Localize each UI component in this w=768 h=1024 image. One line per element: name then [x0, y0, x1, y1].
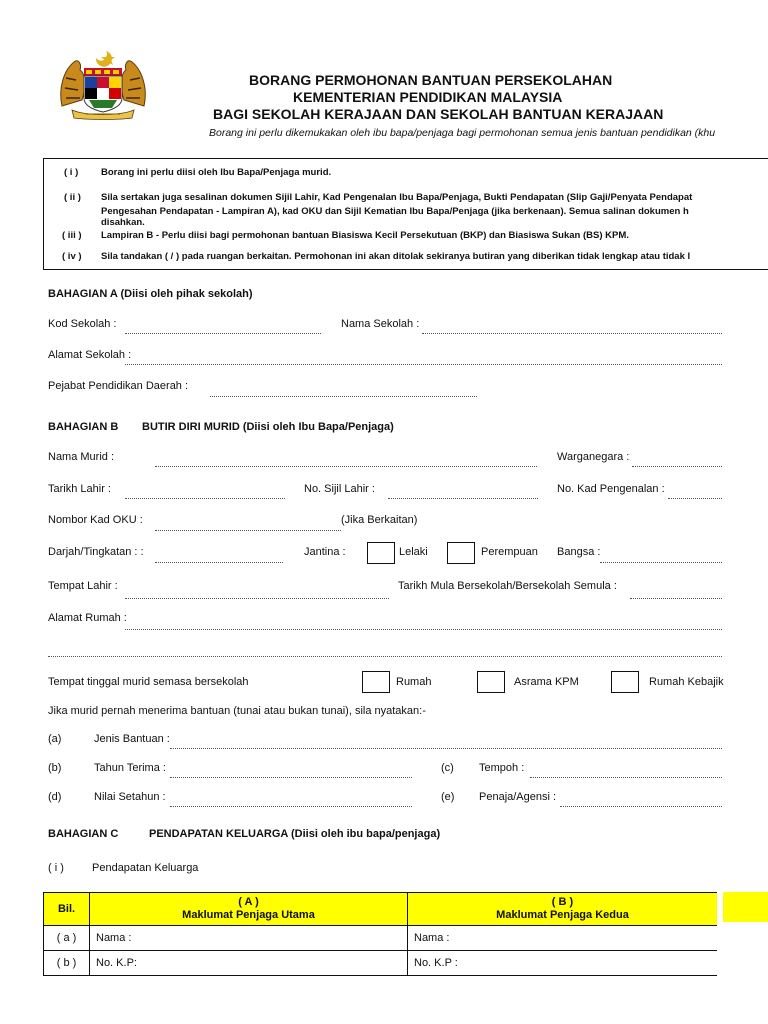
tarikh-lahir-label: Tarikh Lahir :: [48, 483, 111, 495]
nama-murid-field[interactable]: [155, 466, 537, 467]
alamat-rumah-field-line2[interactable]: [48, 656, 722, 657]
kp-penjaga-kedua-cell[interactable]: No. K.P :: [408, 951, 718, 976]
instruction-text: Lampiran B - Perlu diisi bagi permohonan bantuan Biasiswa Kecil Persekutuan (BKP) dan Biasiswa Sukan (BS) KPM.: [101, 230, 629, 241]
alamat-rumah-field-line1[interactable]: [125, 629, 722, 630]
col-a-title: Maklumat Penjaga Utama: [182, 909, 315, 921]
penaja-field[interactable]: [560, 806, 722, 807]
tempat-lahir-label: Tempat Lahir :: [48, 580, 118, 592]
nombor-oku-label: Nombor Kad OKU :: [48, 514, 143, 526]
nama-murid-label: Nama Murid :: [48, 451, 115, 463]
section-c-code: BAHAGIAN C: [48, 828, 119, 840]
bantuan-intro: Jika murid pernah menerima bantuan (tunai atau bukan tunai), sila nyatakan:-: [48, 705, 426, 717]
jenis-bantuan-label: Jenis Bantuan :: [94, 733, 170, 745]
nombor-oku-field[interactable]: [155, 530, 341, 531]
no-sijil-lahir-label: No. Sijil Lahir :: [304, 483, 375, 495]
bil-header: Bil.: [44, 893, 90, 926]
nilai-setahun-field[interactable]: [170, 806, 412, 807]
instruction-number: ( iii ): [62, 230, 82, 241]
ppd-label: Pejabat Pendidikan Daerah :: [48, 380, 189, 392]
form-title-line3: BAGI SEKOLAH KERAJAAN DAN SEKOLAH BANTUAN KERAJAAN: [213, 106, 664, 122]
table-row: [44, 926, 718, 951]
alamat-sekolah-field[interactable]: [125, 364, 722, 365]
row-number: ( a ): [44, 926, 90, 951]
item-c-label: (c): [441, 762, 454, 774]
instruction-text: Sila tandakan ( / ) pada ruangan berkaitan. Permohonan ini akan ditolak sekiranya butiran yang diberikan tidak lengkap atau tidak l: [101, 251, 691, 262]
table-row: [44, 951, 718, 976]
lelaki-checkbox[interactable]: [367, 542, 395, 564]
tarikh-mula-label: Tarikh Mula Bersekolah/Bersekolah Semula :: [398, 580, 617, 592]
lelaki-label: Lelaki: [399, 546, 428, 558]
nama-sekolah-field[interactable]: [422, 333, 722, 334]
tempat-tinggal-label: Tempat tinggal murid semasa bersekolah: [48, 676, 249, 688]
ppd-field[interactable]: [210, 396, 477, 397]
col-a-header: [90, 893, 408, 926]
item-d-label: (d): [48, 791, 62, 803]
table-header-extension: [723, 892, 768, 922]
rumah-kebajikan-label: Rumah Kebajik: [649, 676, 724, 688]
instruction-text-cont: disahkan.: [101, 217, 145, 228]
tahun-terima-field[interactable]: [170, 777, 412, 778]
nama-penjaga-utama-cell[interactable]: Nama :: [90, 926, 408, 951]
rumah-checkbox[interactable]: [362, 671, 390, 693]
tempoh-field[interactable]: [530, 777, 722, 778]
warganegara-field[interactable]: [632, 466, 722, 467]
darjah-field[interactable]: [155, 562, 283, 563]
row-number: ( b ): [44, 951, 90, 976]
subsection-number: ( i ): [48, 862, 64, 874]
rumah-label: Rumah: [396, 676, 432, 688]
perempuan-label: Perempuan: [481, 546, 538, 558]
asrama-kpm-label: Asrama KPM: [514, 676, 579, 688]
subsection-title: Pendapatan Keluarga: [92, 862, 199, 874]
jantina-label: Jantina :: [304, 546, 346, 558]
no-kp-label: No. Kad Pengenalan :: [557, 483, 665, 495]
nilai-setahun-label: Nilai Setahun :: [94, 791, 166, 803]
instruction-number: ( i ): [64, 167, 79, 178]
col-b-code: ( B ): [551, 896, 574, 908]
no-kp-field[interactable]: [668, 498, 722, 499]
coat-of-arms-logo: [56, 48, 150, 120]
tahun-terima-label: Tahun Terima :: [94, 762, 166, 774]
col-b-header: [408, 893, 718, 926]
bangsa-field[interactable]: [600, 562, 722, 563]
instruction-number: ( iv ): [62, 251, 82, 262]
alamat-rumah-label: Alamat Rumah :: [48, 612, 127, 624]
kod-sekolah-label: Kod Sekolah :: [48, 318, 117, 330]
perempuan-checkbox[interactable]: [447, 542, 475, 564]
tempoh-label: Tempoh :: [479, 762, 525, 774]
item-a-label: (a): [48, 733, 62, 745]
income-table: [43, 892, 717, 976]
form-title-line1: BORANG PERMOHONAN BANTUAN PERSEKOLAHAN: [249, 72, 613, 88]
form-subtitle: Borang ini perlu dikemukakan oleh ibu bapa/penjaga bagi permohonan semua jenis bantuan pendidikan (khu: [209, 127, 716, 139]
item-e-label: (e): [441, 791, 455, 803]
darjah-label: Darjah/Tingkatan : :: [48, 546, 144, 558]
nama-penjaga-kedua-cell[interactable]: Nama :: [408, 926, 718, 951]
jenis-bantuan-field[interactable]: [170, 748, 722, 749]
instruction-text-cont: Pengesahan Pendapatan - Lampiran A), kad OKU dan Sijil Kematian Ibu Bapa/Penjaga (jika berkenaan). Semua salinan dokumen h: [101, 206, 689, 217]
tarikh-mula-field[interactable]: [630, 598, 722, 599]
penaja-label: Penaja/Agensi :: [479, 791, 557, 803]
section-b-heading: BUTIR DIRI MURID (Diisi oleh Ibu Bapa/Penjaga): [142, 421, 394, 433]
item-b-label: (b): [48, 762, 62, 774]
kp-penjaga-utama-cell[interactable]: No. K.P:: [90, 951, 408, 976]
section-b-code: BAHAGIAN B: [48, 421, 119, 433]
form-title-line2: KEMENTERIAN PENDIDIKAN MALAYSIA: [293, 89, 563, 105]
tempat-lahir-field[interactable]: [125, 598, 389, 599]
rumah-kebajikan-checkbox[interactable]: [611, 671, 639, 693]
instruction-text: Borang ini perlu diisi oleh Ibu Bapa/Penjaga murid.: [101, 167, 332, 178]
col-a-code: ( A ): [238, 896, 259, 908]
bangsa-label: Bangsa :: [557, 546, 601, 558]
col-b-title: Maklumat Penjaga Kedua: [496, 909, 629, 921]
no-sijil-lahir-field[interactable]: [388, 498, 538, 499]
instructions-box: [43, 158, 768, 270]
asrama-kpm-checkbox[interactable]: [477, 671, 505, 693]
instruction-text: Sila sertakan juga sesalinan dokumen Sijil Lahir, Kad Pengenalan Ibu Bapa/Penjaga, Bukti Pendapatan (Slip Gaji/Penyata Pendapat: [101, 192, 693, 203]
section-a-heading: BAHAGIAN A (Diisi oleh pihak sekolah): [48, 288, 253, 300]
warganegara-label: Warganegara :: [557, 451, 630, 463]
nama-sekolah-label: Nama Sekolah :: [341, 318, 420, 330]
kod-sekolah-field[interactable]: [125, 333, 321, 334]
tarikh-lahir-field[interactable]: [125, 498, 285, 499]
section-c-heading: PENDAPATAN KELUARGA (Diisi oleh ibu bapa/penjaga): [149, 828, 441, 840]
jika-berkaitan-note: (Jika Berkaitan): [341, 514, 418, 526]
alamat-sekolah-label: Alamat Sekolah :: [48, 349, 132, 361]
instruction-number: ( ii ): [64, 192, 81, 203]
